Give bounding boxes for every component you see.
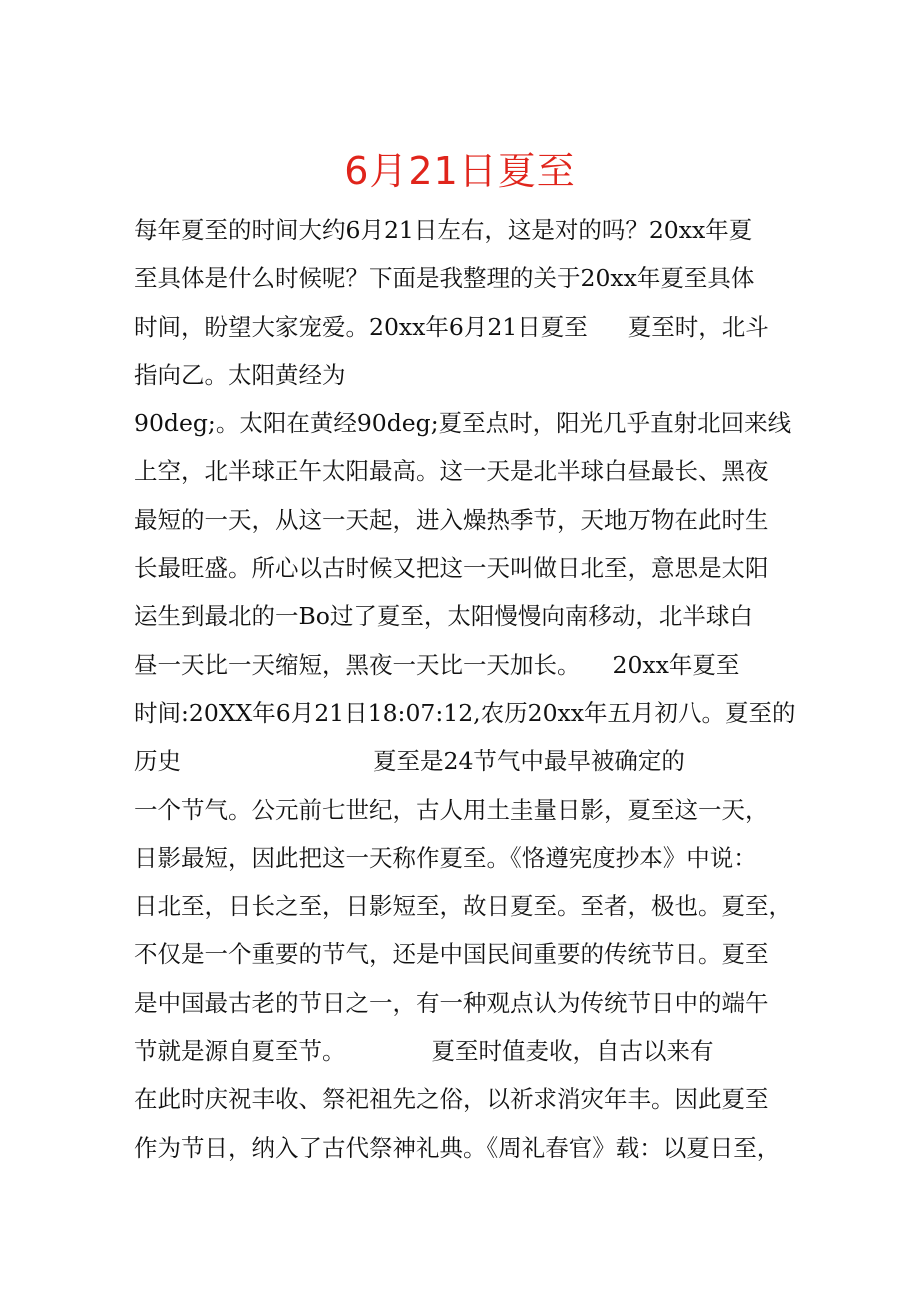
paragraph-line: 一个节气。公元前七世纪，古人用土圭量日影，夏至这一天， [134, 795, 769, 824]
paragraph-line: 90deg;。太阳在黄经90deg;夏至点时，阳光几乎直射北回来线 [134, 409, 792, 438]
paragraph-line: 最短的一天，从这一天起，进入燥热季节，天地万物在此时生 [134, 505, 769, 534]
paragraph-line [134, 737, 814, 785]
paragraph-line: 日北至，日长之至，日影短至，故日夏至。至者，极也。夏至， [134, 892, 792, 921]
paragraph-line: 日影最短，因此把这一天称作夏至。《恪遵宪度抄本》中说： [134, 843, 757, 872]
paragraph-line: 不仅是一个重要的节气，还是中国民间重要的传统节日。夏至 [134, 940, 769, 969]
line-segment: 历史 [134, 747, 181, 776]
paragraph-line: 长最旺盛。所心以古时候又把这一天叫做日北至，意思是太阳 [134, 554, 769, 583]
paragraph-line [134, 303, 814, 351]
paragraph-line: 至具体是什么时候呢？下面是我整理的关于20xx年夏至具体 [134, 264, 755, 293]
line-segment: 夏至是24节气中最早被确定的 [373, 747, 685, 776]
paragraph-line [134, 641, 814, 689]
line-segment: 20xx年夏至 [612, 650, 740, 679]
paragraph-line [134, 1027, 814, 1075]
document-body [134, 206, 814, 1172]
paragraph-line: 时间:20XX年6月21日18:07:12,农历20xx年五月初八。夏至的 [134, 698, 796, 727]
paragraph-line: 运生到最北的一Bo过了夏至，太阳慢慢向南移动，北半球白 [134, 602, 753, 631]
paragraph-line: 作为节日，纳入了古代祭神礼典。《周礼春官》载：以夏日至， [134, 1133, 781, 1162]
paragraph-line: 是中国最古老的节日之一，有一种观点认为传统节日中的端午 [134, 988, 769, 1017]
line-segment: 昼一天比一天缩短，黑夜一天比一天加长。 [134, 650, 581, 679]
line-segment: 夏至时值麦收，自古以来有 [431, 1037, 714, 1066]
line-segment: 节就是源自夏至节。 [134, 1037, 346, 1066]
line-segment: 时间，盼望大家宠爱。20xx年6月21日夏至 [134, 312, 588, 341]
paragraph-line: 上空，北半球正午太阳最高。这一天是北半球白昼最长、黑夜 [134, 457, 769, 486]
line-segment: 夏至时，北斗 [627, 312, 769, 341]
document-title: 6月21日夏至 [344, 149, 576, 193]
paragraph-line: 指向乙。太阳黄经为 [134, 360, 346, 389]
paragraph-line: 在此时庆祝丰收、祭祀祖先之俗，以祈求消灾年丰。因此夏至 [134, 1085, 769, 1114]
paragraph-line: 每年夏至的时间大约6月21日左右，这是对的吗？20xx年夏 [134, 216, 753, 244]
